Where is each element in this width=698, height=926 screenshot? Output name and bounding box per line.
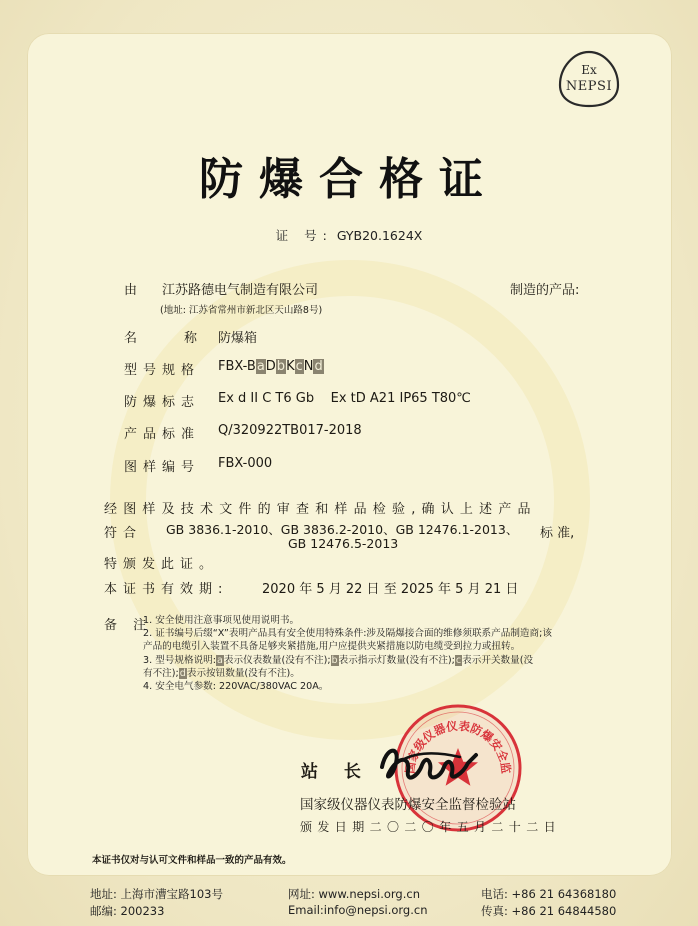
standard-label: 产品标准 — [124, 427, 201, 442]
statement-line3: 特颁发此证。 — [104, 557, 219, 572]
statement-standard-word: 标 准, — [540, 526, 575, 541]
statement-line1: 经图样及技术文件的审查和样品检验,确认上述产品 — [104, 502, 537, 517]
product-name: 防爆箱 — [218, 331, 258, 346]
nepsi-logo — [556, 49, 622, 109]
notes-list — [143, 614, 552, 693]
issue-date: 颁发日期二〇二〇年五月二十二日 — [300, 820, 562, 834]
note-4: 4. 安全电气参数: 220VAC/380VAC 20A。 — [143, 681, 329, 693]
footer-address: 地址: 上海市漕宝路103号 — [90, 887, 223, 901]
model-label: 型号规格 — [124, 363, 201, 378]
model-prefix: FBX-B — [218, 359, 256, 374]
note-3a: 3. 型号规格说明:a表示仪表数量(没有不注);b表示指示灯数量(没有不注);c表示开关数量(没 — [143, 654, 534, 666]
model-mark-c: c — [295, 359, 303, 374]
ex-marking-label: 防爆标志 — [124, 395, 201, 410]
cert-no-value: GYB20.1624X — [336, 228, 423, 243]
drawing-label: 图样编号 — [124, 460, 201, 475]
note-2b: 产品的电缆引入装置不具备足够夹紧措施,用户应提供夹紧措施以防电缆受到拉力或扭转。 — [143, 641, 521, 653]
model-mark-b: b — [276, 359, 286, 374]
certificate-title: 防爆合格证 — [199, 154, 499, 205]
station-chief-label: 站 长 — [301, 762, 371, 782]
certificate-number — [0, 226, 698, 244]
footer-email[interactable]: Email:info@nepsi.org.cn — [288, 903, 428, 917]
model-value — [218, 359, 324, 374]
name-label-char2: 称 — [184, 331, 198, 346]
statement-conform-label: 符合 — [104, 526, 143, 541]
manufacturer-name: 江苏路德电气制造有限公司 — [162, 283, 319, 298]
station-name: 国家级仪器仪表防爆安全监督检验站 — [300, 797, 516, 813]
seal-text: 国家级仪器仪表防爆安全监 — [402, 718, 514, 775]
signature-icon — [374, 737, 484, 789]
footer-postcode: 邮编: 200233 — [90, 904, 165, 918]
name-label-char1: 名 — [124, 331, 138, 346]
logo-nepsi-text: NEPSI — [565, 79, 613, 94]
validity-note: 本证书仅对与认可文件和样品一致的产品有效。 — [92, 855, 292, 866]
manufacturer-prefix: 由 — [124, 283, 138, 298]
validity-label: 本证书有效期: — [104, 582, 229, 597]
footer-telephone: 电话: +86 21 64368180 — [481, 887, 617, 901]
chief-signature — [374, 737, 484, 789]
model-K: K — [286, 359, 295, 374]
model-D: D — [265, 359, 276, 374]
logo-ex-text: Ex — [581, 63, 597, 77]
notes-label: 备 注 — [104, 618, 153, 633]
standard-value: Q/320922TB017-2018 — [218, 423, 362, 438]
note-2a: 2. 证书编号后缀“X”表明产品具有安全使用特殊条件:涉及隔爆接合面的维修须联系产品制造商;该 — [143, 628, 552, 640]
cert-no-label: 证 号: — [275, 228, 333, 243]
manufacturer-address: (地址: 江苏省常州市新北区天山路8号) — [160, 305, 323, 316]
standards-line2: GB 12476.5-2013 — [288, 536, 399, 551]
manufacturer-suffix: 制造的产品: — [510, 283, 580, 298]
note-1: 1. 安全使用注意事项见使用说明书。 — [143, 615, 300, 626]
footer-website[interactable]: 网址: www.nepsi.org.cn — [288, 887, 420, 901]
standards-line1: GB 3836.1-2010、GB 3836.2-2010、GB 12476.1-2013、 — [166, 522, 519, 537]
drawing-value: FBX-000 — [218, 456, 273, 471]
ex-marking-value: Ex d II C T6 Gb Ex tD A21 IP65 T80℃ — [218, 391, 471, 406]
model-mark-a: a — [256, 359, 265, 374]
note-3b: 有不注);d表示按钮数量(没有不注)。 — [143, 667, 300, 679]
footer-fax: 传真: +86 21 64844580 — [481, 904, 617, 918]
validity-value: 2020 年 5 月 22 日 至 2025 年 5 月 21 日 — [262, 582, 519, 597]
model-mark-d: d — [314, 359, 323, 374]
model-N: N — [303, 359, 314, 374]
